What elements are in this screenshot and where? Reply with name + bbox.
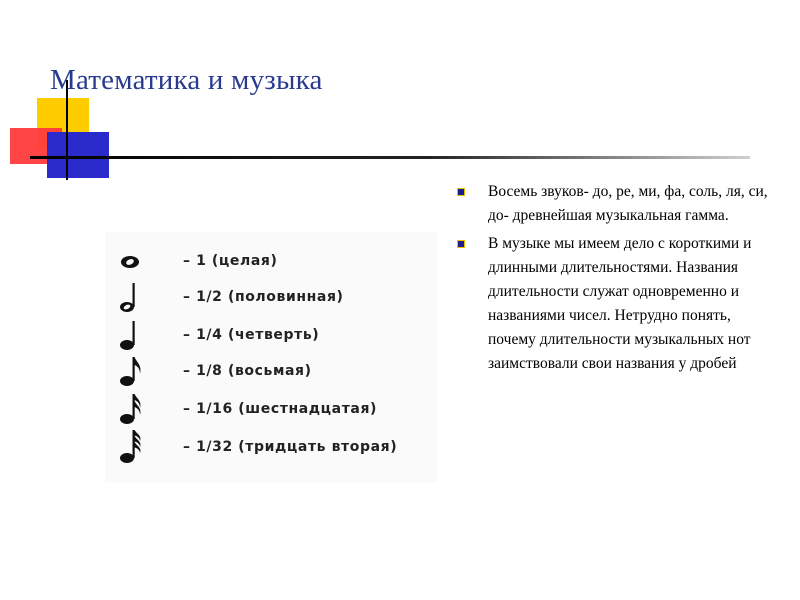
quarter-note-icon: [105, 318, 155, 352]
sixteenth-note-icon: [105, 392, 155, 426]
note-label: – 1/8 (восьмая): [183, 363, 312, 379]
note-row-half: [105, 280, 344, 314]
note-row-quarter: [105, 318, 319, 352]
thirty-second-note-icon: [105, 430, 155, 464]
bullet-square-icon: [458, 189, 464, 195]
half-note-icon: [105, 280, 155, 314]
note-label: – 1/32 (тридцать вторая): [183, 439, 398, 455]
bullet-list: [458, 180, 778, 380]
bullet-item: [458, 180, 778, 228]
decor-blue-square: [47, 132, 109, 178]
note-label: – 1/16 (шестнадцатая): [183, 401, 378, 417]
title-underline: [30, 156, 750, 159]
note-row-whole: [105, 244, 277, 278]
note-row-eighth: [105, 354, 312, 388]
note-durations-figure: [105, 232, 437, 482]
note-row-sixteenth: [105, 392, 377, 426]
bullet-item: [458, 232, 778, 376]
note-label: – 1/4 (четверть): [183, 327, 320, 343]
slide-title: Математика и музыка: [50, 64, 323, 96]
eighth-note-icon: [105, 354, 155, 388]
note-row-thirty-second: [105, 430, 397, 464]
bullet-text: В музыке мы имеем дело с короткими и длинными длительностями. Названия длительности служат одновременно и названиями чисел. Нетрудно понять, почему длительности музыкальных нот заимствовали свои названия у дробей: [488, 235, 752, 372]
whole-note-icon: [105, 244, 155, 278]
note-label: – 1 (целая): [183, 253, 278, 269]
bullet-text: Восемь звуков- до, ре, ми, фа, соль, ля, си, до- древнейшая музыкальная гамма.: [488, 183, 768, 224]
bullet-square-icon: [458, 241, 464, 247]
note-label: – 1/2 (половинная): [183, 289, 344, 305]
